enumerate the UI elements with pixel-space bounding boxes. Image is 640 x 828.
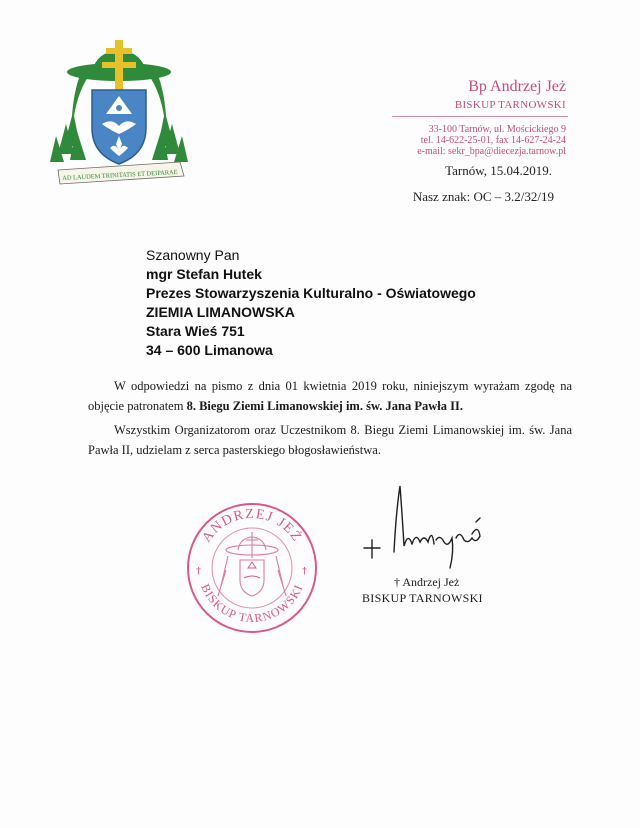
- letterhead-name: Bp Andrzej Jeż: [468, 78, 566, 95]
- letter-body: [88, 376, 572, 460]
- handwritten-signature: [360, 482, 490, 572]
- body-paragraph-2: Wszystkim Organizatorom oraz Uczestnikom 8. Biegu Ziemi Limanowskiej im. św. Jana Pawła II, udzielam z serca pasterskiego błogosławieństwa.: [88, 423, 572, 457]
- body-paragraph-1: [88, 376, 572, 416]
- body-paragraph-1-event: 8. Biegu Ziemi Limanowskiej im. św. Jana Pawła II.: [186, 399, 463, 413]
- stamp-top-text: ANDRZEJ JEŻ: [199, 506, 305, 546]
- body-paragraph-1-text: W odpowiedzi na pismo z dnia 01 kwietnia 2019 roku, niniejszym wyrażam zgodę na objęcie patronatem: [88, 379, 572, 413]
- recipient-name: mgr Stefan Hutek: [146, 266, 262, 282]
- recipient-organization: ZIEMIA LIMANOWSKA: [146, 304, 295, 320]
- coat-motto: AD LAUDEM TRINITATIS ET DEIPARAE: [62, 168, 178, 183]
- recipient-street: Stara Wieś 751: [146, 323, 245, 339]
- recipient-position: Prezes Stowarzyszenia Kulturalno - Oświatowego: [146, 285, 476, 301]
- stamp-bottom-text: BISKUP TARNOWSKI: [198, 581, 306, 626]
- svg-text:†: †: [196, 566, 201, 577]
- recipient-city: 34 – 600 Limanowa: [146, 342, 273, 358]
- signature-name: † Andrzej Jeż: [394, 575, 460, 589]
- letterhead-contact: [417, 124, 566, 157]
- letterhead-email: e-mail: sekr_bpa@diecezja.tarnow.pl: [417, 146, 566, 157]
- letterhead-divider: [392, 116, 568, 117]
- coat-of-arms-icon: [44, 36, 194, 186]
- svg-text:†: †: [302, 566, 307, 577]
- letterhead-address: 33-100 Tarnów, ul. Mościckiego 9: [428, 124, 566, 135]
- signature-title: BISKUP TARNOWSKI: [362, 591, 483, 605]
- official-stamp-icon: [184, 500, 320, 636]
- letterhead-phone: tel. 14-622-25-01, fax 14-627-24-24: [420, 135, 566, 146]
- recipient-block: [146, 246, 476, 360]
- reference-number: Nasz znak: OC – 3.2/32/19: [412, 189, 554, 204]
- recipient-salutation: Szanowny Pan: [146, 247, 240, 263]
- date-line: Tarnów, 15.04.2019.: [445, 163, 552, 178]
- letterhead-title: BISKUP TARNOWSKI: [454, 99, 566, 111]
